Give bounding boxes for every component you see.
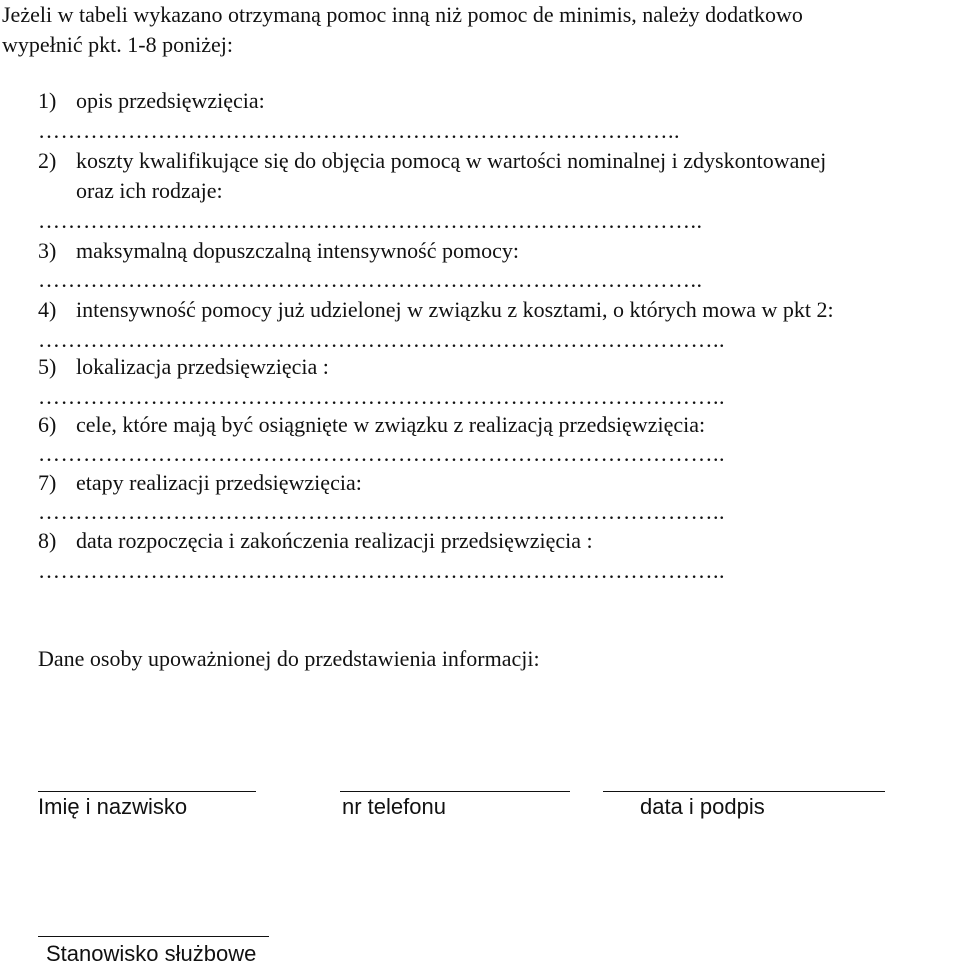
item-text: koszty kwalifikujące się do objęcia pomocą w wartości nominalnej i zdyskontowanej: [76, 148, 827, 173]
position-label: Stanowisko służbowe: [46, 941, 257, 966]
phone-signature-line: [340, 791, 570, 792]
item-3-fill-line: ……………………………………………………………………………..: [38, 269, 703, 291]
item-text: opis przedsięwzięcia:: [76, 88, 265, 113]
item-text: cele, które mają być osiągnięte w związku z realizacją przedsięwzięcia:: [76, 412, 706, 437]
item-5: [38, 356, 329, 378]
item-number: 8): [38, 528, 57, 553]
item-2: [38, 150, 826, 172]
item-text: etapy realizacji przedsięwzięcia:: [76, 470, 362, 495]
item-1: [38, 90, 265, 112]
name-signature-line: [38, 791, 256, 792]
contact-heading: Dane osoby upoważnionej do przedstawienia informacji:: [38, 646, 540, 671]
item-1-fill-line: …………………………………………………………………………..: [38, 120, 680, 142]
position-signature-line: [38, 936, 269, 937]
item-text: intensywność pomocy już udzielonej w związku z kosztami, o których mowa w pkt 2:: [76, 297, 834, 322]
item-number: 7): [38, 470, 57, 495]
item-4: [38, 299, 834, 321]
item-2-text-continued: oraz ich rodzaje:: [76, 178, 223, 203]
intro-line-2: wypełnić pkt. 1-8 poniżej:: [2, 32, 233, 57]
intro-line-1: Jeżeli w tabeli wykazano otrzymaną pomoc inną niż pomoc de minimis, należy dodatkowo: [2, 2, 803, 27]
item-7-fill-line: ………………………………………………………………………………..: [38, 501, 725, 523]
item-text: lokalizacja przedsięwzięcia :: [76, 354, 329, 379]
item-7: [38, 472, 362, 494]
date-signature-label: data i podpis: [640, 794, 765, 819]
item-number: 3): [38, 238, 57, 263]
item-8: [38, 530, 593, 552]
item-3: [38, 240, 519, 262]
name-label: Imię i nazwisko: [38, 794, 188, 819]
item-8-fill-line: ………………………………………………………………………………..: [38, 560, 725, 582]
date-signature-line: [603, 791, 885, 792]
item-number: 5): [38, 354, 57, 379]
item-number: 6): [38, 412, 57, 437]
phone-label: nr telefonu: [342, 794, 446, 819]
item-4-fill-line: ………………………………………………………………………………..: [38, 329, 725, 351]
item-5-fill-line: ………………………………………………………………………………..: [38, 386, 725, 408]
item-2-fill-line: ……………………………………………………………………………..: [38, 210, 703, 232]
item-number: 4): [38, 297, 57, 322]
item-number: 2): [38, 148, 57, 173]
item-text: maksymalną dopuszczalną intensywność pomocy:: [76, 238, 519, 263]
item-number: 1): [38, 88, 57, 113]
item-6-fill-line: ………………………………………………………………………………..: [38, 443, 725, 465]
item-text: data rozpoczęcia i zakończenia realizacji przedsięwzięcia :: [76, 528, 593, 553]
item-6: [38, 414, 705, 436]
